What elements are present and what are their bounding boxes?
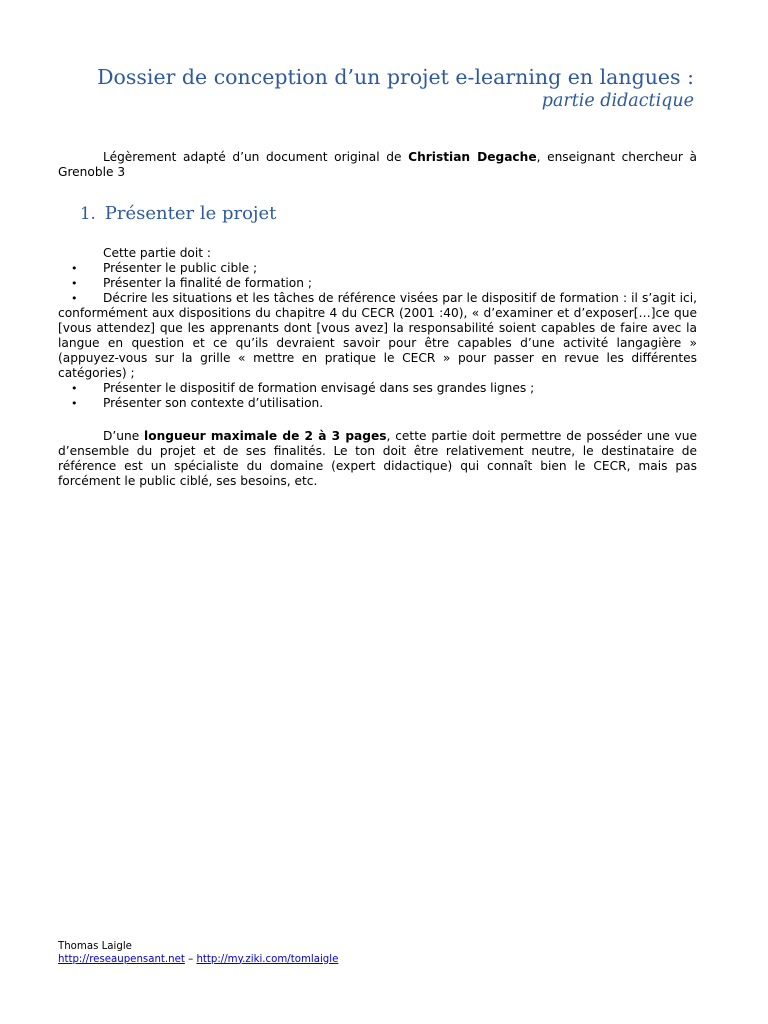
intro-author: Christian Degache xyxy=(408,150,537,164)
section-number: 1. xyxy=(80,204,96,223)
bullet-icon: • xyxy=(71,382,78,395)
section-heading xyxy=(80,202,276,226)
list-item-text: Présenter le public cible ; xyxy=(103,261,258,275)
page-footer xyxy=(58,941,338,966)
list-item xyxy=(58,396,697,411)
document-title: Dossier de conception d’un projet e-learning en langues : xyxy=(97,65,694,89)
footer-separator: – xyxy=(184,953,197,965)
section-title: Présenter le projet xyxy=(104,203,277,224)
bullet-icon: • xyxy=(71,262,78,275)
list-item-text: Présenter la finalité de formation ; xyxy=(103,276,312,290)
footer-author: Thomas Laigle xyxy=(58,941,132,952)
list-item xyxy=(58,291,697,381)
list-item-text: Présenter le dispositif de formation envisagé dans ses grandes lignes ; xyxy=(103,381,535,395)
bullet-list xyxy=(58,261,697,411)
closing-emphasis: longueur maximale de 2 à 3 pages xyxy=(144,429,387,443)
lead-text: Cette partie doit : xyxy=(103,246,212,260)
closing-text-after: , cette partie doit permettre de posséder une vue d’ensemble du projet et de ses finalités. Le ton doit être relativement neutre, le destinataire de référence est un spécialiste du domaine (expert didactique) qui connaît bien le CECR, mais pas forcément le public ciblé, ses besoins, etc. xyxy=(58,429,697,488)
list-item-text: Présenter son contexte d’utilisation. xyxy=(103,396,324,410)
intro-paragraph xyxy=(58,150,697,180)
intro-text-before: Légèrement adapté d’un document original de xyxy=(103,150,409,164)
closing-paragraph xyxy=(58,429,697,489)
bullet-icon: • xyxy=(71,292,78,305)
bullet-icon: • xyxy=(71,397,78,410)
list-item xyxy=(58,381,697,396)
intro-text-after: , enseignant chercheur à Grenoble 3 xyxy=(58,150,697,179)
list-item-text: Décrire les situations et les tâches de référence visées par le dispositif de formation : il s’agit ici, conformément aux dispositions du chapitre 4 du CECR (2001 :40), « d’examiner et d’exposer[…]ce que [vous attendez] que les apprenants dont [vous avez] la responsabilité soient capables de faire avec la langue en question et ce qu’ils devraient savoir pour être capables d’une activité langagière » (appuyez-vous sur la grille « mettre en pratique le CECR » pour passer en revue les différentes catégories) ; xyxy=(58,291,697,380)
list-item xyxy=(58,261,697,276)
footer-link-ziki[interactable]: http://my.ziki.com/tomlaigle xyxy=(196,953,339,965)
document-subtitle: partie didactique xyxy=(541,91,694,111)
bullet-icon: • xyxy=(71,277,78,290)
footer-links xyxy=(58,954,338,967)
closing-text-before: D’une xyxy=(103,429,145,443)
footer-link-reseaupensant[interactable]: http://reseaupensant.net xyxy=(58,953,185,965)
list-item xyxy=(58,276,697,291)
